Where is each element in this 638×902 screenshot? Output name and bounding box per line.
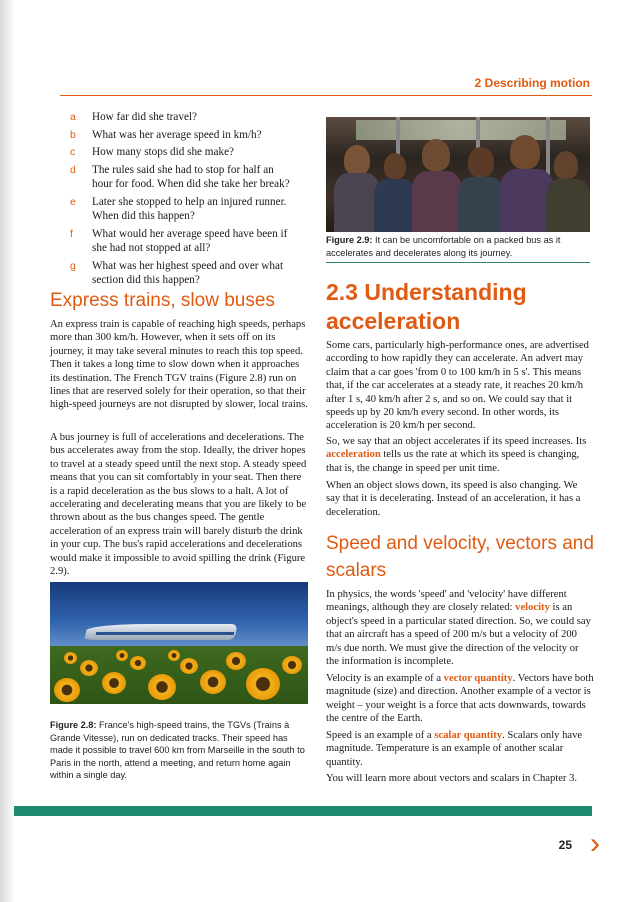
keyword-acceleration: acceleration xyxy=(326,449,381,461)
page-number: 25 xyxy=(558,838,572,852)
question-text: What was her highest speed and over what section did this happen? xyxy=(92,259,284,286)
figure-caption-text: France's high-speed trains, the TGVs (Trains à Grande Vitesse), run on dedicated tracks. Their speed has made it possible to travel 600 km from Marseille in the south to Paris in the north, attend a meeting, and return home again within a single day. xyxy=(50,720,305,780)
acceleration-paragraph-2: So, we say that an object accelerates if its speed increases. Its acceleration tells us the rate at which its speed is changing, that is, the change in speed per unit time. xyxy=(326,436,587,474)
question-text: Later she stopped to help an injured runner. When did this happen? xyxy=(92,195,287,222)
vectors-paragraph-4: You will learn more about vectors and scalars in Chapter 3. xyxy=(326,773,578,784)
question-text: What was her average speed in km/h? xyxy=(92,128,262,141)
question-letter: b xyxy=(70,128,76,141)
tgv-sunflowers-photo xyxy=(50,582,308,704)
page-binding-shadow xyxy=(0,0,14,902)
question-letter: e xyxy=(70,195,76,208)
vectors-paragraph-3: Speed is an example of a scalar quantity. Scalars only have magnitude. Temperature is an example of another scalar quantity. xyxy=(326,730,583,768)
figure-label: Figure 2.8: xyxy=(50,720,97,730)
figure-label: Figure 2.9: xyxy=(326,235,373,245)
question-text: How far did she travel? xyxy=(92,111,197,123)
keyword-scalar-quantity: scalar quantity xyxy=(434,730,503,741)
question-item xyxy=(70,259,292,288)
vectors-paragraph-2: Velocity is an example of a vector quantity. Vectors have both magnitude (size) and direction. Another example of a vector is weight – your weight is a force that acts downwards, towards the centre of the Earth. xyxy=(326,673,594,725)
vectors-paragraph-1: In physics, the words 'speed' and 'velocity' have different meanings, although they are closely related: velocity is an object's speed in a particular stated direction. So, we could say that an aircraft has a speed of 200 m/s but a velocity of 200 m/s due north. We must give the direction of the velocity or the information is incomplete. xyxy=(326,589,591,668)
question-item xyxy=(70,110,292,125)
bus-passengers-photo xyxy=(326,117,590,232)
question-text: The rules said she had to stop for half an hour for food. When did she take her break? xyxy=(92,163,290,190)
acceleration-paragraph-1: Some cars, particularly high-performance ones, are advertised according to how rapidly they can accelerate. An advert may claim that a car goes 'from 0 to 100 km/h in 5 s'. This means that, if the car accelerates at a steady rate, it reaches 20 km/h after 1 s, 40 km/h after 2 s, and so on. We could say that it speeds up by 20 km/h every second. In other words, its acceleration is 20 km/h per second. xyxy=(326,340,589,432)
chevron-right-icon[interactable]: › xyxy=(590,827,600,860)
keyword-velocity: velocity xyxy=(515,602,550,614)
acceleration-paragraph-3: When an object slows down, its speed is also changing. We say that it is decelerating. Instead of an acceleration, it has a deceleration. xyxy=(326,480,581,518)
express-paragraph-1: An express train is capable of reaching high speeds, perhaps more than 300 km/h. However, when it sets off on its journey, it may take several minutes to reach this top speed. Then it takes a long time to slow down when it approaches its destination. The French TGV trains (Figure 2.8) run on lines that are reserved solely for their operation, so that their high-speed journeys are not disrupted by slower, local trains. xyxy=(50,319,308,411)
keyword-vector-quantity: vector quantity xyxy=(443,673,513,684)
question-letter: f xyxy=(70,227,73,240)
vectors-heading: Speed and velocity, vectors and scalars xyxy=(326,533,594,581)
question-letter: d xyxy=(70,163,76,176)
question-item xyxy=(70,145,292,160)
question-item xyxy=(70,227,292,256)
section-heading: 2.3 Understanding acceleration xyxy=(326,279,527,334)
question-text: How many stops did she make? xyxy=(92,146,234,158)
express-trains-heading: Express trains, slow buses xyxy=(50,290,275,311)
question-item xyxy=(70,195,292,224)
figure-2-8-caption xyxy=(50,719,308,782)
question-list xyxy=(70,110,292,291)
figure-caption-text: It can be uncomfortable on a packed bus as it accelerates and decelerates along its journey. xyxy=(326,235,561,258)
question-item xyxy=(70,163,292,192)
caption-rule xyxy=(326,262,590,263)
running-head: 2 Describing motion xyxy=(474,76,590,90)
question-letter: a xyxy=(70,111,76,123)
question-letter: g xyxy=(70,259,76,272)
question-text: What would her average speed have been if she had not stopped at all? xyxy=(92,227,288,254)
express-paragraph-2: A bus journey is full of accelerations and decelerations. The bus accelerates away from the stop. Ideally, the driver hopes to travel at a steady speed until the next stop. A steady speed means that you can sit comfortably in your seat. Then there is a rapid deceleration as the bus slows to a halt. A lot of accelerating and decelerating means that you are likely to be thrown about as the bus changes speed. The gentle acceleration of an express train will barely disturb the drink in your cup. The bus's rapid accelerations and decelerations would make it impossible to avoid spilling the drink (Figure 2.9). xyxy=(50,432,307,578)
figure-2-9-caption xyxy=(326,234,590,259)
header-rule xyxy=(60,95,592,96)
question-item xyxy=(70,128,292,143)
question-letter: c xyxy=(70,146,76,158)
footer-band xyxy=(14,806,592,816)
